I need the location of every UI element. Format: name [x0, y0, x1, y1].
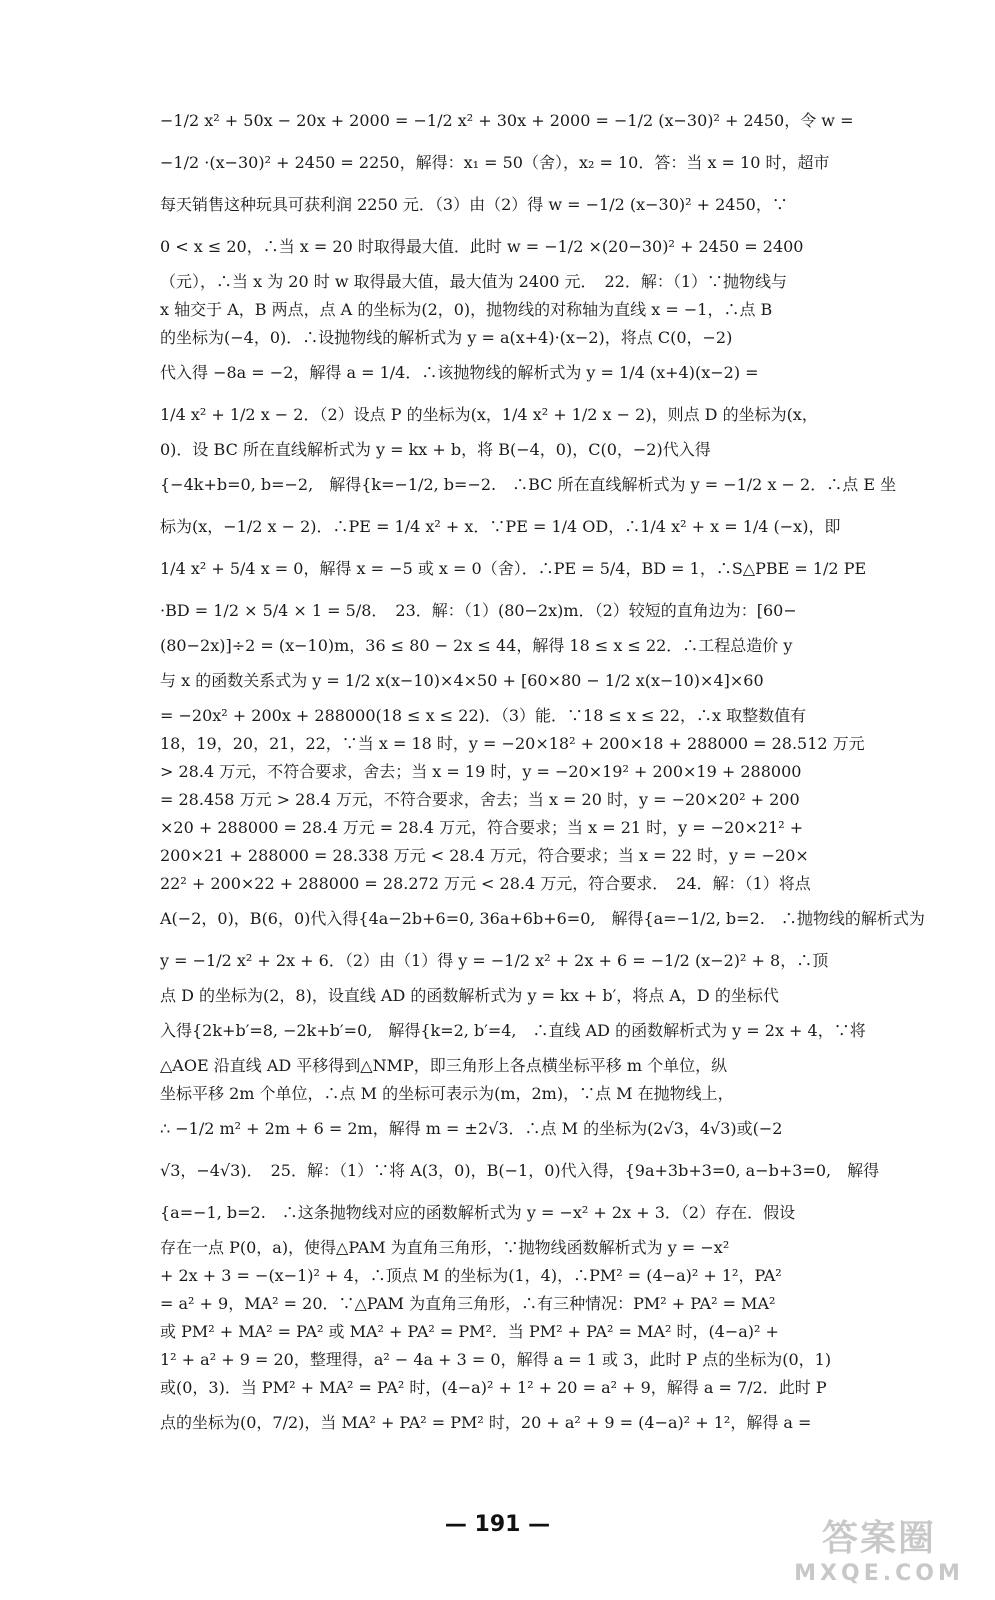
text-line: 1² + a² + 9 = 20，整理得，a² − 4a + 3 = 0，解得 a = 1 或 3，此时 P 点的坐标为(0，1) — [160, 1350, 832, 1369]
text-line: −1/2 ·(x−30)² + 2450 = 2250，解得：x₁ = 50（舍），x₂ = 10．答：当 x = 10 时，超市 — [160, 153, 830, 172]
text-line: 点的坐标为(0，7/2)，当 MA² + PA² = PM² 时，20 + a² + 9 = (4−a)² + 1²，解得 a = — [160, 1413, 812, 1432]
text-line: 或 PM² + MA² = PA² 或 MA² + PA² = PM²．当 PM² + PA² = MA² 时，(4−a)² + — [160, 1322, 779, 1341]
text-line: 0)．设 BC 所在直线解析式为 y = kx + b，将 B(−4，0)，C(0，−2)代入得 — [160, 440, 711, 459]
text-line: 点 D 的坐标为(2，8)，设直线 AD 的函数解析式为 y = kx + b′，将点 A，D 的坐标代 — [160, 986, 779, 1005]
text-line: x 轴交于 A，B 两点，点 A 的坐标为(2，0)，抛物线的对称轴为直线 x = −1，∴点 B — [160, 300, 773, 319]
text-line: {a=−1, b=2. ∴这条抛物线对应的函数解析式为 y = −x² + 2x + 3．（2）存在．假设 — [160, 1203, 796, 1222]
text-line: y = −1/2 x² + 2x + 6．（2）由（1）得 y = −1/2 x² + 2x + 6 = −1/2 (x−2)² + 8，∴顶 — [160, 951, 829, 970]
text-line: √3，−4√3)． 25．解：（1）∵将 A(3，0)，B(−1，0)代入得，{9a+3b+3=0, a−b+3=0, 解得 — [160, 1161, 880, 1180]
text-line: ·BD = 1/2 × 5/4 × 1 = 5/8． 23．解：（1）(80−2x)m．（2）较短的直角边为：[60− — [160, 601, 797, 620]
text-line: = −20x² + 200x + 288000(18 ≤ x ≤ 22)．（3）能．∵18 ≤ x ≤ 22，∴x 取整数值有 — [160, 706, 807, 725]
text-line: 存在一点 P(0，a)，使得△PAM 为直角三角形，∵抛物线函数解析式为 y = −x² — [160, 1238, 730, 1257]
text-line: △AOE 沿直线 AD 平移得到△NMP，即三角形上各点横坐标平移 m 个单位，纵 — [160, 1056, 728, 1075]
text-line: {−4k+b=0, b=−2, 解得{k=−1/2, b=−2. ∴BC 所在直线解析式为 y = −1/2 x − 2．∴点 E 坐 — [160, 475, 897, 494]
text-line: 22² + 200×22 + 288000 = 28.272 万元 < 28.4 万元，符合要求． 24．解：（1）将点 — [160, 874, 811, 893]
text-line: 的坐标为(−4，0)．∴设抛物线的解析式为 y = a(x+4)·(x−2)，将点 C(0，−2) — [160, 328, 733, 347]
page-number: — 191 — — [444, 1512, 551, 1537]
answer-text-block — [160, 100, 925, 1444]
text-line: 每天销售这种玩具可获利润 2250 元．（3）由（2）得 w = −1/2 (x−30)² + 2450，∵ — [160, 195, 788, 214]
watermark-logo — [779, 1510, 979, 1586]
text-line: 入得{2k+b′=8, −2k+b′=0, 解得{k=2, b′=4, ∴直线 AD 的函数解析式为 y = 2x + 4，∵将 — [160, 1021, 866, 1040]
text-line: (80−2x)]÷2 = (x−10)m，36 ≤ 80 − 2x ≤ 44，解得 18 ≤ x ≤ 22．∴工程总造价 y — [160, 636, 793, 655]
text-line: 0 < x ≤ 20，∴当 x = 20 时取得最大值．此时 w = −1/2 ×(20−30)² + 2450 = 2400 — [160, 237, 804, 256]
text-line: 1/4 x² + 5/4 x = 0，解得 x = −5 或 x = 0（舍）．∴PE = 5/4，BD = 1，∴S△PBE = 1/2 PE — [160, 559, 867, 578]
watermark-top-text: 答案圈 — [821, 1518, 936, 1559]
text-line: + 2x + 3 = −(x−1)² + 4，∴顶点 M 的坐标为(1，4)，∴PM² = (4−a)² + 1²，PA² — [160, 1266, 782, 1285]
text-line: （元），∴当 x 为 20 时 w 取得最大值，最大值为 2400 元． 22．解：（1）∵抛物线与 — [160, 272, 788, 291]
text-line: = 28.458 万元 > 28.4 万元，不符合要求，舍去；当 x = 20 时，y = −20×20² + 200 — [160, 790, 800, 809]
text-line: 代入得 −8a = −2，解得 a = 1/4．∴该抛物线的解析式为 y = 1/4 (x+4)(x−2) = — [160, 363, 759, 382]
text-line: 与 x 的函数关系式为 y = 1/2 x(x−10)×4×50 + [60×80 − 1/2 x(x−10)×4]×60 — [160, 671, 764, 690]
text-line: > 28.4 万元，不符合要求，舍去；当 x = 19 时，y = −20×19² + 200×19 + 288000 — [160, 762, 802, 781]
text-line: ∴ −1/2 m² + 2m + 6 = 2m，解得 m = ±2√3．∴点 M 的坐标为(2√3，4√3)或(−2 — [160, 1119, 783, 1138]
text-line: −1/2 x² + 50x − 20x + 2000 = −1/2 x² + 30x + 2000 = −1/2 (x−30)² + 2450，令 w = — [160, 111, 854, 130]
text-line: 标为(x，−1/2 x − 2)．∴PE = 1/4 x² + x．∵PE = 1/4 OD，∴1/4 x² + x = 1/4 (−x)，即 — [160, 517, 841, 536]
text-line: 1/4 x² + 1/2 x − 2．（2）设点 P 的坐标为(x，1/4 x² + 1/2 x − 2)，则点 D 的坐标为(x， — [160, 405, 818, 424]
text-line: 坐标平移 2m 个单位，∴点 M 的坐标可表示为(m，2m)，∵点 M 在抛物线上， — [160, 1084, 734, 1103]
text-line: ×20 + 288000 = 28.4 万元 = 28.4 万元，符合要求；当 x = 21 时，y = −20×21² + — [160, 818, 804, 837]
text-line: 200×21 + 288000 = 28.338 万元 < 28.4 万元，符合要求；当 x = 22 时，y = −20× — [160, 846, 809, 865]
text-line: A(−2，0)，B(6，0)代入得{4a−2b+6=0, 36a+6b+6=0, 解得{a=−1/2, b=2. ∴抛物线的解析式为 — [160, 909, 925, 928]
watermark-bottom-text: MXQE.COM — [794, 1561, 964, 1586]
text-line: = a² + 9，MA² = 20．∵△PAM 为直角三角形，∴有三种情况：PM² + PA² = MA² — [160, 1294, 776, 1313]
text-line: 或(0，3)．当 PM² + MA² = PA² 时，(4−a)² + 1² + 20 = a² + 9，解得 a = 7/2．此时 P — [160, 1378, 827, 1397]
text-line: 18，19，20，21，22，∵当 x = 18 时，y = −20×18² + 200×18 + 288000 = 28.512 万元 — [160, 734, 865, 753]
